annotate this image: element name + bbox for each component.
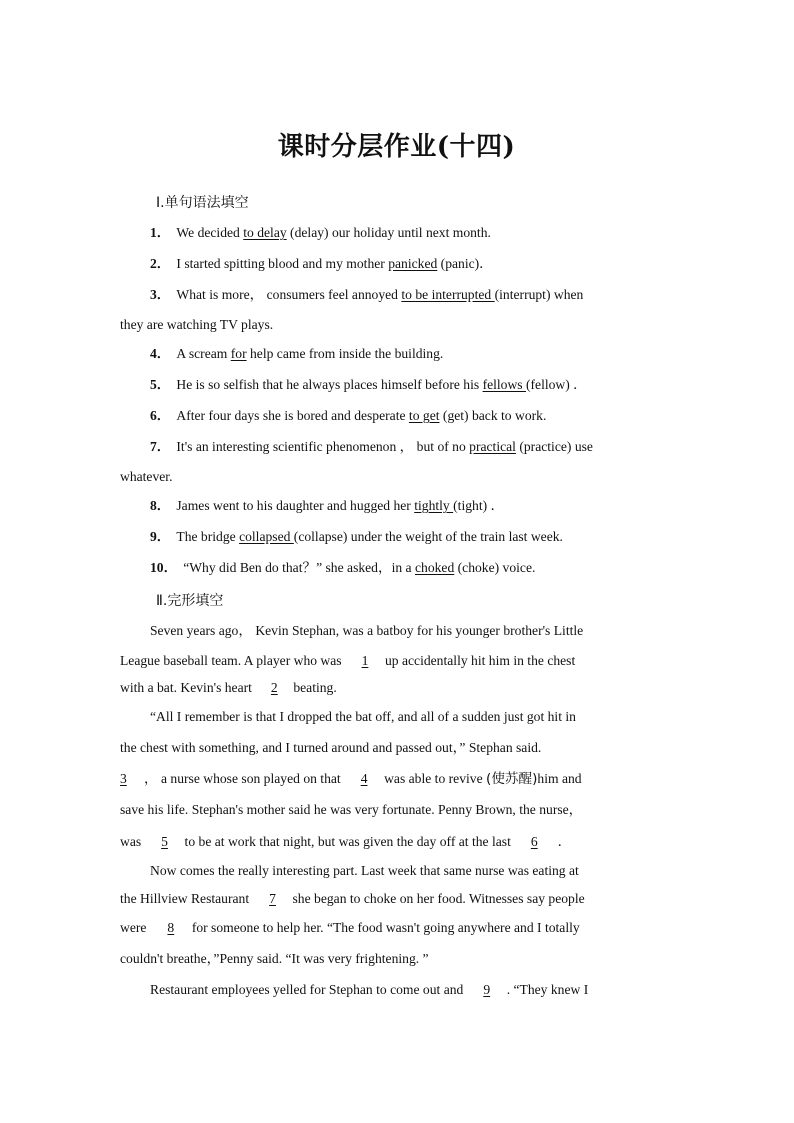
- passage-text: Restaurant employees yelled for Stephan to come out and: [150, 982, 467, 997]
- passage-line: [120, 890, 673, 908]
- question-1: [150, 224, 673, 242]
- section-heading-grammar: Ⅰ.单句语法填空: [156, 195, 249, 211]
- passage-text: . “They knew I: [506, 982, 589, 997]
- question-number: 1．: [150, 225, 171, 240]
- page-title: 课时分层作业(十四): [277, 132, 516, 162]
- passage-line: [120, 770, 673, 788]
- question-number: 7．: [150, 439, 171, 454]
- passage-text: to be at work that night, but was given the day off at the last: [184, 834, 515, 849]
- passage-text: ．: [554, 834, 572, 849]
- question-text: (delay) our holiday until next month.: [286, 225, 491, 240]
- passage-text: beating.: [293, 680, 337, 695]
- question-text: help came from inside the building.: [246, 346, 444, 361]
- answer: fellows: [482, 377, 526, 392]
- passage-line: [120, 679, 673, 697]
- answer: practical: [469, 439, 516, 454]
- passage-line: “All I remember is that I dropped the bat off, and all of a sudden just got hit in: [150, 709, 576, 724]
- question-text: (get) back to work.: [439, 408, 547, 423]
- passage-line: Now comes the really interesting part. Last week that same nurse was eating at: [150, 863, 579, 878]
- question-text: James went to his daughter and hugged her: [176, 498, 415, 513]
- passage-line: Seven years ago， Kevin Stephan, was a batboy for his younger brother's Little: [150, 623, 584, 638]
- passage-line: [120, 919, 673, 937]
- question-number: 8．: [150, 498, 171, 513]
- passage-line: [120, 652, 673, 670]
- question-3: [150, 286, 673, 304]
- question-5: [150, 376, 673, 394]
- cloze-blank-1: 1: [361, 653, 369, 668]
- passage-text: him and: [537, 771, 582, 786]
- question-text: A scream: [176, 346, 231, 361]
- question-4: [150, 345, 673, 363]
- answer: to be interrupted: [401, 287, 495, 302]
- question-text: (tight) ．: [453, 498, 505, 513]
- question-text: (collapse) under the weight of the train last week.: [293, 529, 563, 544]
- question-number: 3．: [150, 287, 171, 302]
- cloze-blank-4: 4: [360, 771, 368, 786]
- question-2: [150, 255, 673, 273]
- cloze-blank-2: 2: [270, 680, 278, 695]
- question-text: We decided: [176, 225, 244, 240]
- passage-line: [120, 833, 673, 851]
- cloze-blank-8: 8: [167, 920, 175, 935]
- question-8: [150, 497, 673, 515]
- question-text: (fellow) ．: [525, 377, 587, 392]
- cloze-blank-7: 7: [269, 891, 276, 906]
- answer: to get: [408, 408, 440, 423]
- question-6: [150, 407, 673, 425]
- question-3-continued: they are watching TV plays.: [120, 317, 274, 332]
- passage-line: the chest with something, and I turned around and passed out，” Stephan said.: [120, 740, 542, 755]
- question-10: [150, 559, 673, 577]
- passage-line: save his life. Stephan's mother said he was very fortunate. Penny Brown, the nurse，: [120, 802, 583, 817]
- passage-line: couldn't breathe，”Penny said. “It was very frightening. ”: [120, 951, 429, 966]
- question-number: 4．: [150, 346, 171, 361]
- passage-line: [150, 981, 673, 999]
- answer: panicked: [388, 256, 438, 271]
- passage-text: with a bat. Kevin's heart: [120, 680, 256, 695]
- passage-text: ， a nurse whose son played on that: [144, 771, 345, 786]
- passage-text: for someone to help her. “The food wasn't going anywhere and I totally: [191, 920, 580, 935]
- question-number: 9．: [150, 529, 171, 544]
- question-text: The bridge: [176, 529, 240, 544]
- question-number: 6．: [150, 408, 171, 423]
- question-9: [150, 528, 673, 546]
- passage-text: was able to revive: [384, 771, 487, 786]
- answer: collapsed: [239, 529, 294, 544]
- question-text: (panic)．: [437, 256, 493, 271]
- question-text: After four days she is bored and desperate: [176, 408, 409, 423]
- cloze-blank-5: 5: [161, 834, 168, 849]
- question-7: [150, 438, 673, 456]
- answer: to delay: [243, 225, 287, 240]
- passage-text: up accidentally hit him in the chest: [384, 653, 576, 668]
- question-text: It's an interesting scientific phenomenon ， but of no: [176, 439, 470, 454]
- section-heading-cloze: Ⅱ.完形填空: [156, 593, 224, 609]
- question-number: 5．: [150, 377, 171, 392]
- passage-text: were: [120, 920, 150, 935]
- question-text: (interrupt) when: [494, 287, 584, 302]
- question-text: (practice) use: [515, 439, 593, 454]
- cloze-blank-6: 6: [530, 834, 538, 849]
- passage-text: she began to choke on her food. Witnesses say people: [292, 891, 585, 906]
- answer: choked: [414, 560, 455, 575]
- question-text: I started spitting blood and my mother: [176, 256, 389, 271]
- question-text: (choke) voice.: [454, 560, 536, 575]
- passage-text: the Hillview Restaurant: [120, 891, 253, 906]
- question-text: He is so selfish that he always places himself before his: [176, 377, 483, 392]
- passage-text: League baseball team. A player who was: [120, 653, 345, 668]
- passage-text: was: [120, 834, 145, 849]
- question-number: 2．: [150, 256, 171, 271]
- question-text: “Why did Ben do that？” she asked，in a: [183, 560, 415, 575]
- answer: tightly: [414, 498, 454, 513]
- cloze-blank-9: 9: [483, 982, 491, 997]
- question-number: 10．: [150, 560, 178, 575]
- question-7-continued: whatever.: [120, 469, 173, 484]
- question-text: What is more， consumers feel annoyed: [176, 287, 402, 302]
- answer: for: [230, 346, 247, 361]
- passage-gloss: (使苏醒): [486, 771, 538, 787]
- cloze-blank-3: 3: [120, 771, 127, 786]
